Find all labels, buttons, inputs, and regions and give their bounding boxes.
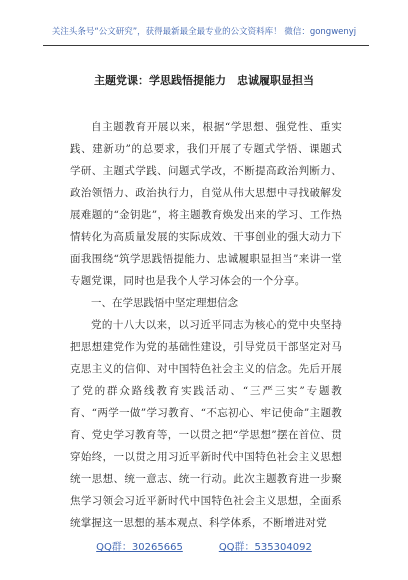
header-divider bbox=[43, 45, 369, 46]
document-body bbox=[70, 116, 342, 534]
document-title: 主题党课：学思践悟提能力 忠诚履职显担当 bbox=[94, 74, 314, 87]
footer-qq-group-1[interactable]: QQ群：30265665 bbox=[96, 542, 183, 553]
intro-paragraph: 自主题教育开展以来，根据“学思想、强党性、重实践、建新功”的总要求，我们开展了专题式学悟、课题式学研、主题式学践、问题式学改，不断提高政治判断力、政治领悟力、政治执行力，自觉从伟大思想中寻找破解发展难题的“金钥匙”，将主题教育焕发出来的学习、工作热情转化为高质量发展的实际成效、干事创业的强大动力下面我围绕“筑学思践悟提能力、忠诚履职显担当”来讲一堂专题党课，同时也是我个人学习体会的一个分享。 bbox=[70, 121, 342, 287]
footer-qq-groups bbox=[0, 538, 408, 553]
header-promo-note: 关注头条号“公文研究”，获得最新最全最专业的公文资料库！ 微信：gongwenyj bbox=[51, 27, 357, 37]
footer-qq-group-2[interactable]: QQ群：535304092 bbox=[218, 542, 312, 553]
section-paragraph: 党的十八大以来，以习近平同志为核心的党中央坚持把思想建党作为党的基础性建设，引导党员干部坚定对马克思主义的信仰、对中国特色社会主义的信念。先后开展了党的群众路线教育实践活动、“三严三实”专题教育、“两学一做”学习教育、“不忘初心、牢记使命”主题教育、党史学习教育等，一以贯之把“学思想”摆在首位、贯穿始终，一以贯之用习近平新时代中国特色社会主义思想统一思想、统一意志、统一行动。此次主题教育进一步聚焦学习领会习近平新时代中国特色社会主义思想，全面系统掌握这一思想的基本观点、科学体系，不断增进对党 bbox=[70, 319, 342, 529]
section-heading: 一、在学思践悟中坚定理想信念 bbox=[91, 297, 238, 309]
